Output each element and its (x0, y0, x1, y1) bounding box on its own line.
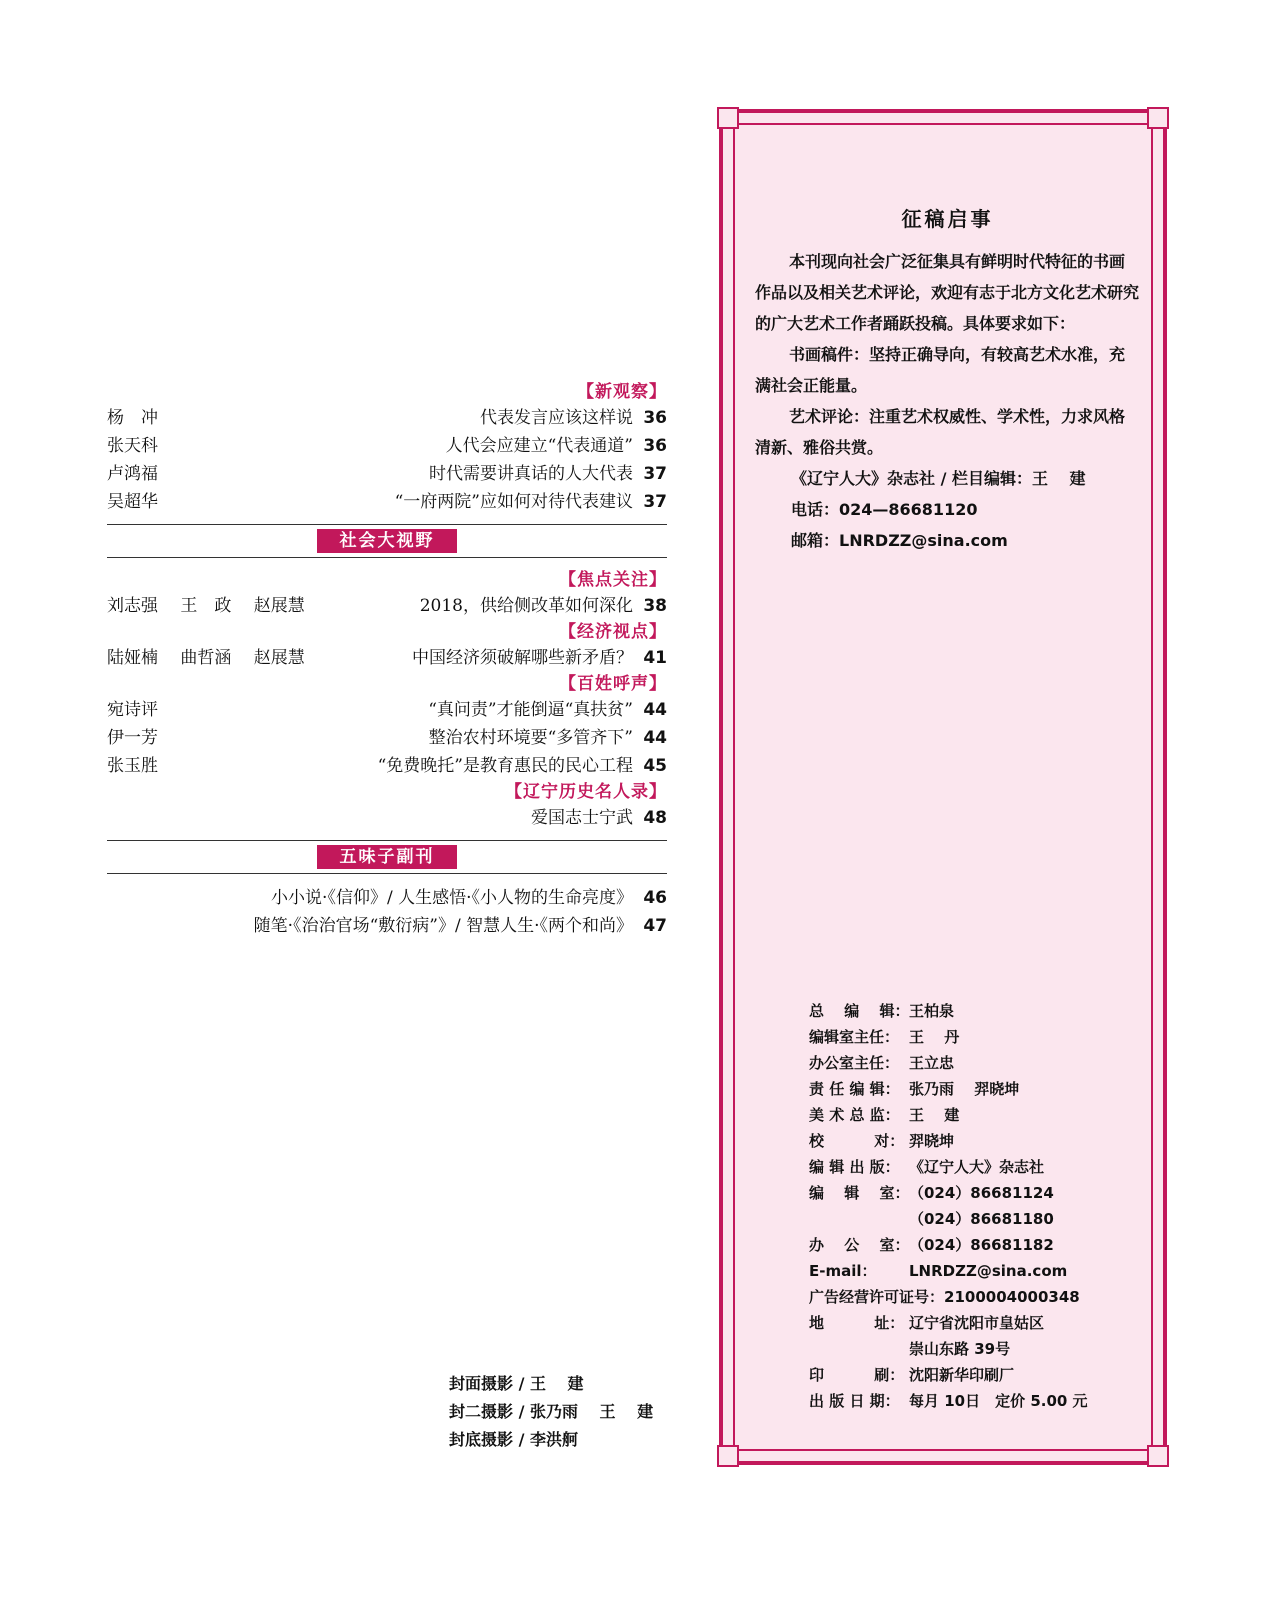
masthead (809, 998, 1088, 1414)
toc-entry (107, 724, 667, 752)
masthead-value: 羿晓坤 (909, 1132, 955, 1150)
corner-ornament (1147, 107, 1169, 129)
toc-title: 代表发言应该这样说 (480, 408, 633, 428)
toc-title: 爱国志士宁武 (531, 808, 633, 828)
toc-entry (107, 592, 667, 620)
masthead-value: 沈阳新华印刷厂 (909, 1366, 1015, 1384)
masthead-label: 编 辑 出 版： (809, 1158, 900, 1176)
toc-title: “真问责”才能倒逼“真扶贫” (428, 700, 633, 720)
call-for-submissions (755, 203, 1140, 556)
masthead-label: 编 辑 室： (809, 1184, 910, 1202)
masthead-row (809, 1388, 1088, 1414)
toc-page-number: 46 (643, 888, 667, 908)
toc-page-number: 36 (643, 408, 667, 428)
masthead-label: 办 公 室： (809, 1236, 910, 1254)
masthead-value: LNRDZZ@sina.com (909, 1262, 1068, 1280)
masthead-row (809, 1232, 1088, 1258)
section-tag-lishi: 【辽宁历史名人录】 (505, 782, 667, 802)
corner-ornament (1147, 1445, 1169, 1467)
toc-entry (107, 644, 667, 672)
masthead-value: （024）86681124 (909, 1184, 1054, 1202)
masthead-value: 每月 10日 定价 5.00 元 (909, 1392, 1088, 1410)
notice-email: 邮箱：LNRDZZ@sina.com (791, 531, 1008, 550)
section-banner-shehui (107, 524, 667, 558)
masthead-value: 王 建 (909, 1106, 960, 1124)
info-panel (719, 109, 1167, 1465)
toc-author: 宛诗评 (107, 700, 158, 720)
masthead-label: 校 对： (809, 1132, 905, 1150)
masthead-value: 崇山东路 39号 (909, 1340, 1011, 1358)
toc-author: 陆娅楠 曲哲涵 赵展慧 (107, 648, 305, 668)
toc-page-number: 44 (643, 700, 667, 720)
toc-page-number: 37 (643, 492, 667, 512)
corner-ornament (717, 107, 739, 129)
toc-author: 杨 冲 (107, 408, 158, 428)
masthead-value: 《辽宁人大》杂志社 (909, 1158, 1045, 1176)
section-tag-jingji: 【经济视点】 (559, 622, 667, 642)
masthead-value: 辽宁省沈阳市皇姑区 (909, 1314, 1045, 1332)
toc-page-number: 36 (643, 436, 667, 456)
toc-page-number: 48 (643, 808, 667, 828)
section-tag-baixing: 【百姓呼声】 (559, 674, 667, 694)
toc-list-jiaodian (107, 592, 667, 620)
toc-page-number: 44 (643, 728, 667, 748)
masthead-label: 美 术 总 监： (809, 1106, 900, 1124)
masthead-label: 地 址： (809, 1314, 905, 1332)
notice-phone: 电话：024—86681120 (791, 500, 978, 519)
masthead-row (809, 1284, 1088, 1310)
notice-editor: 《辽宁人大》杂志社 / 栏目编辑：王 建 (791, 469, 1086, 488)
toc-author: 吴超华 (107, 492, 158, 512)
masthead-row (809, 1154, 1088, 1180)
masthead-value: 王 丹 (909, 1028, 960, 1046)
toc-title: 中国经济须破解哪些新矛盾？ (412, 648, 633, 668)
masthead-label: 印 刷： (809, 1366, 905, 1384)
masthead-value: 王柏泉 (909, 1002, 955, 1020)
toc-entry (107, 460, 667, 488)
toc-entry (107, 804, 667, 832)
masthead-label: 总 编 辑： (809, 1002, 910, 1020)
masthead-row (809, 1024, 1088, 1050)
toc-list-jingji (107, 644, 667, 672)
toc-list-wuweizi (107, 884, 667, 940)
masthead-row (809, 1128, 1088, 1154)
masthead-label: E-mail： (809, 1262, 877, 1280)
toc-entry (107, 432, 667, 460)
notice-title: 征稿启事 (901, 207, 994, 231)
masthead-row (809, 1362, 1088, 1388)
masthead-value: （024）86681182 (909, 1236, 1054, 1254)
credit-inside-cover: 封二摄影 / 张乃雨 王 建 (449, 1402, 654, 1421)
toc-entry (107, 884, 667, 912)
masthead-label: 广告经营许可证号： (809, 1288, 945, 1306)
masthead-value: 张乃雨 羿晓坤 (909, 1080, 1020, 1098)
masthead-row (809, 1050, 1088, 1076)
toc-entry (107, 752, 667, 780)
toc-entry (107, 488, 667, 516)
section-banner-label: 五味子副刊 (317, 845, 457, 869)
toc-page-number: 38 (643, 596, 667, 616)
toc-entry (107, 696, 667, 724)
toc-entry (107, 404, 667, 432)
masthead-row (809, 1206, 1088, 1232)
masthead-row (809, 1076, 1088, 1102)
masthead-label: 责 任 编 辑： (809, 1080, 900, 1098)
table-of-contents (107, 380, 667, 940)
photo-credits (449, 1370, 653, 1454)
section-banner-wuweizi (107, 840, 667, 874)
toc-page-number: 41 (643, 648, 667, 668)
masthead-row (809, 1310, 1088, 1336)
toc-list-baixing (107, 696, 667, 780)
toc-author: 卢鸿福 (107, 464, 158, 484)
toc-title: 时代需要讲真话的人大代表 (429, 464, 633, 484)
toc-page-number: 47 (643, 916, 667, 936)
masthead-row (809, 1180, 1088, 1206)
toc-author: 张天科 (107, 436, 158, 456)
masthead-label: 编辑室主任： (809, 1028, 900, 1046)
section-tag-xinguancha: 【新观察】 (577, 382, 667, 402)
toc-title: 2018，供给侧改革如何深化 (419, 596, 633, 616)
masthead-label: 出 版 日 期： (809, 1392, 900, 1410)
toc-title: 随笔·《治治官场“敷衍病”》/ 智慧人生·《两个和尚》 (253, 916, 633, 936)
toc-author: 张玉胜 (107, 756, 158, 776)
notice-paragraph: 本刊现向社会广泛征集具有鲜明时代特征的书画作品以及相关艺术评论，欢迎有志于北方文化艺术研究的广大艺术工作者踊跃投稿。具体要求如下： (755, 252, 1140, 333)
notice-paragraph: 艺术评论：注重艺术权威性、学术性，力求风格清新、雅俗共赏。 (755, 407, 1126, 457)
section-banner-label: 社会大视野 (317, 529, 457, 553)
masthead-value: 王立忠 (909, 1054, 955, 1072)
toc-page-number: 37 (643, 464, 667, 484)
toc-title: 小小说·《信仰》/ 人生感悟·《小人物的生命亮度》 (271, 888, 633, 908)
section-tag-jiaodian: 【焦点关注】 (559, 570, 667, 590)
credit-cover: 封面摄影 / 王 建 (449, 1374, 584, 1393)
masthead-value: 2100004000348 (944, 1288, 1080, 1306)
toc-entry (107, 912, 667, 940)
toc-page-number: 45 (643, 756, 667, 776)
toc-list-xinguancha (107, 404, 667, 516)
masthead-row (809, 1102, 1088, 1128)
toc-list-lishi (107, 804, 667, 832)
toc-title: “一府两院”应如何对待代表建议 (394, 492, 633, 512)
masthead-row (809, 998, 1088, 1024)
masthead-label: 办公室主任： (809, 1054, 900, 1072)
toc-title: “免费晚托”是教育惠民的民心工程 (377, 756, 633, 776)
toc-author: 伊一芳 (107, 728, 158, 748)
credit-back-cover: 封底摄影 / 李洪舸 (449, 1430, 578, 1449)
masthead-row (809, 1258, 1088, 1284)
toc-title: 人代会应建立“代表通道” (445, 436, 633, 456)
masthead-row (809, 1336, 1088, 1362)
masthead-value: （024）86681180 (909, 1210, 1054, 1228)
toc-author: 刘志强 王 政 赵展慧 (107, 596, 305, 616)
toc-title: 整治农村环境要“多管齐下” (428, 728, 633, 748)
notice-paragraph: 书画稿件：坚持正确导向，有较高艺术水准，充满社会正能量。 (755, 345, 1126, 395)
corner-ornament (717, 1445, 739, 1467)
